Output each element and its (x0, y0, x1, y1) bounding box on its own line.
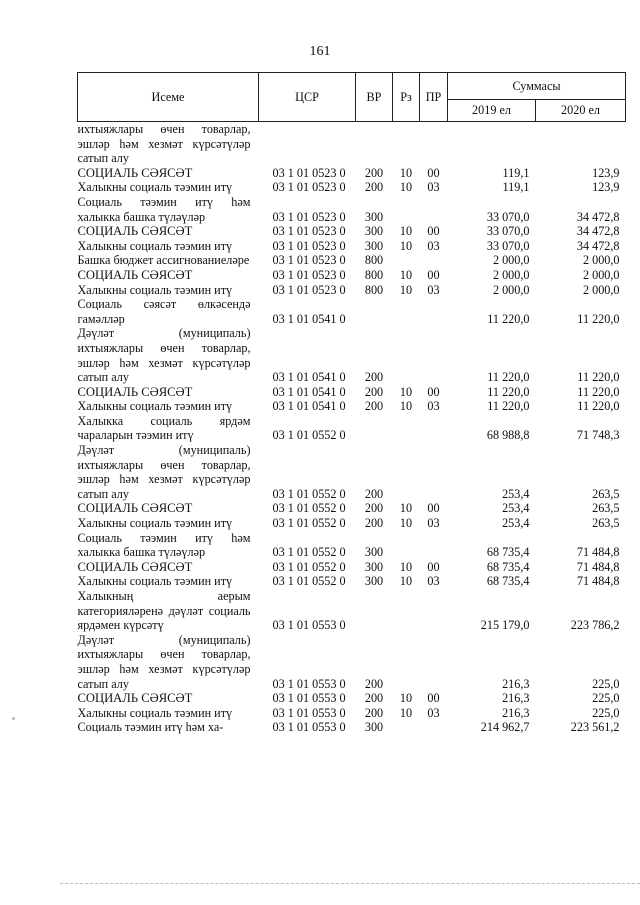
row-rz-cell (393, 414, 420, 443)
header-rz: Рз (393, 73, 420, 122)
row-amount-2019-cell: 253,4 (502, 516, 530, 531)
row-amount-2020-cell: 263,5 (592, 501, 620, 516)
row-csr-cell: 03 1 01 0523 0 (272, 224, 346, 239)
row-csr-cell: 03 1 01 0523 0 (272, 209, 346, 224)
row-amount-2020-cell: 223 786,2 (570, 618, 620, 633)
table-row (78, 399, 626, 414)
row-amount-2020-cell: 263,5 (592, 486, 620, 501)
row-csr-cell: 03 1 01 0553 0 (272, 691, 346, 706)
row-pr-cell: 03 (427, 399, 440, 414)
row-csr-cell (259, 122, 356, 166)
row-vr-cell: 300 (364, 224, 384, 239)
row-rz-cell (393, 589, 420, 633)
row-amount-2019-cell: 11 220,0 (487, 370, 530, 385)
row-vr-cell: 200 (364, 384, 384, 399)
row-csr-cell: 03 1 01 0552 0 (272, 516, 346, 531)
row-amount-2019-cell (448, 122, 536, 166)
row-vr-cell: 300 (364, 545, 384, 560)
row-vr-cell: 200 (364, 486, 384, 501)
table-row (78, 283, 626, 298)
page-number: 161 (309, 44, 331, 59)
row-amount-2019-cell: 119,1 (502, 180, 530, 195)
row-rz-cell: 10 (399, 384, 413, 399)
row-rz-cell (393, 531, 420, 560)
row-amount-2019-cell: 216,3 (502, 676, 530, 691)
row-pr-cell: 03 (427, 282, 440, 297)
row-name-cell: Дәүләт (муниципаль) ихтыяжлары өчен товарлар, эшләр һәм хезмәт күрсәтүләр сатып алу (77, 326, 251, 385)
row-pr-cell: 00 (427, 224, 440, 239)
row-pr-cell: 00 (427, 559, 440, 574)
row-name-cell: Башка бюджет ассигнованиеләре (77, 253, 250, 268)
row-name-cell: Социаль тәэмин итү һәм халыкка башка түләүләр (77, 194, 251, 224)
table-row (78, 268, 626, 283)
row-vr-cell: 300 (364, 238, 384, 253)
row-name-cell: Халыкны социаль тәэмин итү (77, 238, 233, 253)
row-vr-cell: 200 (364, 180, 384, 195)
table-row (78, 501, 626, 516)
row-rz-cell: 10 (399, 224, 413, 239)
row-rz-cell (393, 297, 420, 326)
row-csr-cell: 03 1 01 0552 0 (272, 559, 346, 574)
header-csr: ЦСР (259, 73, 356, 122)
row-rz-cell: 10 (399, 180, 413, 195)
table-row (78, 180, 626, 195)
row-amount-2019-cell: 33 070,0 (486, 224, 530, 239)
row-name-cell: СОЦИАЛЬ СӘЯСӘТ (77, 559, 193, 574)
row-pr-cell: 00 (427, 691, 440, 706)
row-amount-2019-cell: 2 000,0 (492, 282, 530, 297)
row-vr-cell: 200 (364, 705, 384, 720)
row-pr-cell (420, 253, 448, 268)
row-rz-cell: 10 (399, 574, 413, 589)
header-year-2020: 2020 ел (536, 100, 626, 122)
row-amount-2019-cell: 119,1 (502, 165, 530, 180)
table-row (78, 516, 626, 531)
row-csr-cell: 03 1 01 0523 0 (272, 165, 346, 180)
row-amount-2020-cell: 71 484,8 (576, 574, 620, 589)
row-pr-cell: 00 (427, 384, 440, 399)
row-rz-cell (393, 443, 420, 501)
row-amount-2019-cell: 2 000,0 (492, 253, 530, 268)
row-amount-2020-cell: 225,0 (592, 691, 620, 706)
row-csr-cell: 03 1 01 0553 0 (272, 720, 346, 735)
row-amount-2019-cell: 253,4 (502, 501, 530, 516)
row-amount-2020-cell: 225,0 (592, 676, 620, 691)
row-pr-cell (420, 122, 448, 166)
row-rz-cell (393, 253, 420, 268)
row-amount-2020-cell: 71 484,8 (576, 545, 620, 560)
row-vr-cell: 300 (364, 559, 384, 574)
row-pr-cell (420, 297, 448, 326)
row-csr-cell: 03 1 01 0541 0 (272, 399, 346, 414)
row-amount-2020-cell: 223 561,2 (570, 720, 620, 735)
row-rz-cell: 10 (399, 559, 413, 574)
table-row (78, 239, 626, 254)
table-row (78, 195, 626, 224)
row-csr-cell: 03 1 01 0541 0 (272, 311, 346, 326)
row-pr-cell: 03 (427, 180, 440, 195)
row-vr-cell: 800 (364, 282, 384, 297)
header-name: Исеме (78, 73, 259, 122)
row-amount-2020-cell: 2 000,0 (582, 282, 620, 297)
table-row (78, 691, 626, 706)
table-header (78, 73, 626, 122)
table-row (78, 443, 626, 501)
row-name-cell: СОЦИАЛЬ СӘЯСӘТ (77, 165, 193, 180)
table-row (78, 326, 626, 384)
row-pr-cell (420, 531, 448, 560)
row-name-cell: Халыкны социаль тәэмин итү (77, 180, 233, 195)
row-amount-2020-cell: 225,0 (592, 705, 620, 720)
row-name-cell: Социаль тәэмин итү һәм халыкка башка түләүләр (77, 530, 251, 560)
row-amount-2020-cell: 11 220,0 (577, 384, 620, 399)
row-pr-cell (420, 633, 448, 691)
row-rz-cell: 10 (399, 399, 413, 414)
row-csr-cell: 03 1 01 0541 0 (272, 384, 346, 399)
row-pr-cell (420, 195, 448, 224)
row-amount-2020-cell: 34 472,8 (576, 224, 620, 239)
table-row (78, 414, 626, 443)
row-pr-cell (420, 326, 448, 384)
header-sums: Суммасы (448, 73, 626, 100)
row-vr-cell: 300 (364, 574, 384, 589)
row-amount-2019-cell: 214 962,7 (480, 720, 530, 735)
row-amount-2019-cell: 11 220,0 (487, 399, 530, 414)
row-pr-cell: 00 (427, 267, 440, 282)
table-row (78, 531, 626, 560)
table-row (78, 297, 626, 326)
row-amount-2019-cell: 68 735,4 (486, 559, 530, 574)
row-csr-cell: 03 1 01 0523 0 (272, 238, 346, 253)
header-vr: ВР (356, 73, 393, 122)
row-vr-cell: 200 (364, 165, 384, 180)
table-row (78, 706, 626, 721)
table-body (78, 122, 626, 735)
row-amount-2019-cell: 11 220,0 (487, 311, 530, 326)
table-row (78, 574, 626, 589)
row-amount-2020-cell: 11 220,0 (577, 311, 620, 326)
row-csr-cell: 03 1 01 0553 0 (272, 618, 346, 633)
row-rz-cell (393, 633, 420, 691)
row-amount-2019-cell: 11 220,0 (487, 384, 530, 399)
row-vr-cell (356, 414, 393, 443)
row-rz-cell (393, 720, 420, 735)
row-name-cell: Халыкны социаль тәэмин итү (77, 516, 233, 531)
row-amount-2019-cell: 216,3 (502, 691, 530, 706)
table-row (78, 560, 626, 575)
row-rz-cell: 10 (399, 267, 413, 282)
row-amount-2020-cell: 71 748,3 (576, 428, 620, 443)
row-amount-2019-cell: 216,3 (502, 705, 530, 720)
row-pr-cell: 03 (427, 516, 440, 531)
row-vr-cell (356, 297, 393, 326)
row-name-cell: СОЦИАЛЬ СӘЯСӘТ (77, 267, 193, 282)
row-csr-cell: 03 1 01 0552 0 (272, 486, 346, 501)
row-csr-cell: 03 1 01 0552 0 (272, 501, 346, 516)
row-rz-cell: 10 (399, 516, 413, 531)
row-amount-2020-cell: 123,9 (592, 180, 620, 195)
row-amount-2019-cell: 33 070,0 (486, 238, 530, 253)
row-csr-cell: 03 1 01 0541 0 (272, 370, 346, 385)
row-vr-cell: 200 (364, 676, 384, 691)
row-vr-cell: 200 (364, 691, 384, 706)
row-vr-cell: 800 (364, 253, 384, 268)
row-vr-cell: 200 (364, 370, 384, 385)
row-name-cell: Халыкны социаль тәэмин итү (77, 574, 233, 589)
row-name-cell: СОЦИАЛЬ СӘЯСӘТ (77, 691, 193, 706)
row-amount-2019-cell: 68 735,4 (486, 574, 530, 589)
row-csr-cell: 03 1 01 0523 0 (272, 282, 346, 297)
row-csr-cell: 03 1 01 0552 0 (272, 545, 346, 560)
row-amount-2020-cell: 11 220,0 (577, 399, 620, 414)
row-vr-cell (356, 122, 393, 166)
row-pr-cell (420, 443, 448, 501)
row-pr-cell: 03 (427, 238, 440, 253)
row-amount-2020-cell: 2 000,0 (582, 253, 620, 268)
row-pr-cell: 00 (427, 165, 440, 180)
row-rz-cell: 10 (399, 282, 413, 297)
table-row (78, 385, 626, 400)
row-pr-cell: 03 (427, 705, 440, 720)
row-amount-2020-cell: 2 000,0 (582, 267, 620, 282)
row-rz-cell: 10 (399, 705, 413, 720)
row-rz-cell: 10 (399, 238, 413, 253)
row-pr-cell: 03 (427, 574, 440, 589)
row-vr-cell: 200 (364, 501, 384, 516)
row-amount-2019-cell: 253,4 (502, 486, 530, 501)
row-rz-cell: 10 (399, 501, 413, 516)
row-name-cell: Дәүләт (муниципаль) ихтыяжлары өчен товарлар, эшләр һәм хезмәт күрсәтүләр сатып алу (77, 443, 251, 501)
row-name-cell: СОЦИАЛЬ СӘЯСӘТ (77, 384, 193, 399)
budget-table-frame (77, 72, 625, 735)
row-amount-2019-cell: 33 070,0 (486, 209, 530, 224)
row-vr-cell: 300 (364, 209, 384, 224)
row-amount-2020-cell: 71 484,8 (576, 559, 620, 574)
scan-dot (12, 717, 15, 720)
row-rz-cell (393, 195, 420, 224)
budget-table (77, 72, 626, 735)
table-row (78, 122, 626, 166)
row-name-cell: Халыкны социаль тәэмин итү (77, 399, 233, 414)
row-amount-2020-cell: 34 472,8 (576, 209, 620, 224)
row-amount-2020-cell: 11 220,0 (577, 370, 620, 385)
row-csr-cell: 03 1 01 0553 0 (272, 676, 346, 691)
row-name-cell: Халыкны социаль тәэмин итү (77, 282, 233, 297)
row-vr-cell: 200 (364, 516, 384, 531)
row-vr-cell (356, 589, 393, 633)
row-name-cell: Дәүләт (муниципаль) ихтыяжлары өчен товарлар, эшләр һәм хезмәт күрсәтүләр сатып алу (77, 632, 251, 691)
page-bottom-rule (60, 883, 640, 884)
row-csr-cell: 03 1 01 0523 0 (272, 267, 346, 282)
row-amount-2020-cell: 34 472,8 (576, 238, 620, 253)
row-rz-cell (393, 326, 420, 384)
row-amount-2020-cell: 123,9 (592, 165, 620, 180)
row-csr-cell: 03 1 01 0552 0 (272, 574, 346, 589)
row-name-cell: СОЦИАЛЬ СӘЯСӘТ (77, 224, 193, 239)
row-name-cell: Социаль тәэмин итү һәм ха- (77, 720, 224, 735)
row-csr-cell: 03 1 01 0553 0 (272, 705, 346, 720)
row-name-cell: Социаль сәясәт өлкәсендә гамәлләр (77, 297, 251, 326)
row-amount-2019-cell: 68 988,8 (486, 428, 530, 443)
table-row (78, 720, 626, 735)
row-vr-cell: 200 (364, 399, 384, 414)
row-rz-cell (393, 122, 420, 166)
table-row (78, 589, 626, 633)
row-name-cell: Халыкка социаль ярдәм чараларын тәэмин итү (77, 413, 251, 443)
row-amount-2020-cell: 263,5 (592, 516, 620, 531)
row-amount-2019-cell: 2 000,0 (492, 267, 530, 282)
row-pr-cell (420, 589, 448, 633)
row-csr-cell: 03 1 01 0552 0 (272, 428, 346, 443)
header-year-2019: 2019 ел (448, 100, 536, 122)
row-amount-2020-cell (536, 122, 626, 166)
row-pr-cell (420, 720, 448, 735)
row-name-cell: ихтыяжлары өчен товарлар, эшләр һәм хезмәт күрсәтүләр сатып алу (77, 122, 251, 166)
table-row (78, 253, 626, 268)
row-rz-cell: 10 (399, 165, 413, 180)
row-amount-2019-cell: 215 179,0 (480, 618, 530, 633)
row-vr-cell: 300 (364, 720, 384, 735)
row-pr-cell (420, 414, 448, 443)
table-row (78, 166, 626, 181)
row-amount-2019-cell: 68 735,4 (486, 545, 530, 560)
row-rz-cell: 10 (399, 691, 413, 706)
table-row (78, 633, 626, 691)
row-csr-cell: 03 1 01 0523 0 (272, 253, 346, 268)
row-name-cell: СОЦИАЛЬ СӘЯСӘТ (77, 501, 193, 516)
row-name-cell: Халыкның аерым категорияләренә дәүләт социаль ярдәмен күрсәтү (77, 589, 251, 633)
row-pr-cell: 00 (427, 501, 440, 516)
row-vr-cell: 800 (364, 267, 384, 282)
row-name-cell: Халыкны социаль тәэмин итү (77, 705, 233, 720)
table-row (78, 224, 626, 239)
header-pr: ПР (420, 73, 448, 122)
row-csr-cell: 03 1 01 0523 0 (272, 180, 346, 195)
